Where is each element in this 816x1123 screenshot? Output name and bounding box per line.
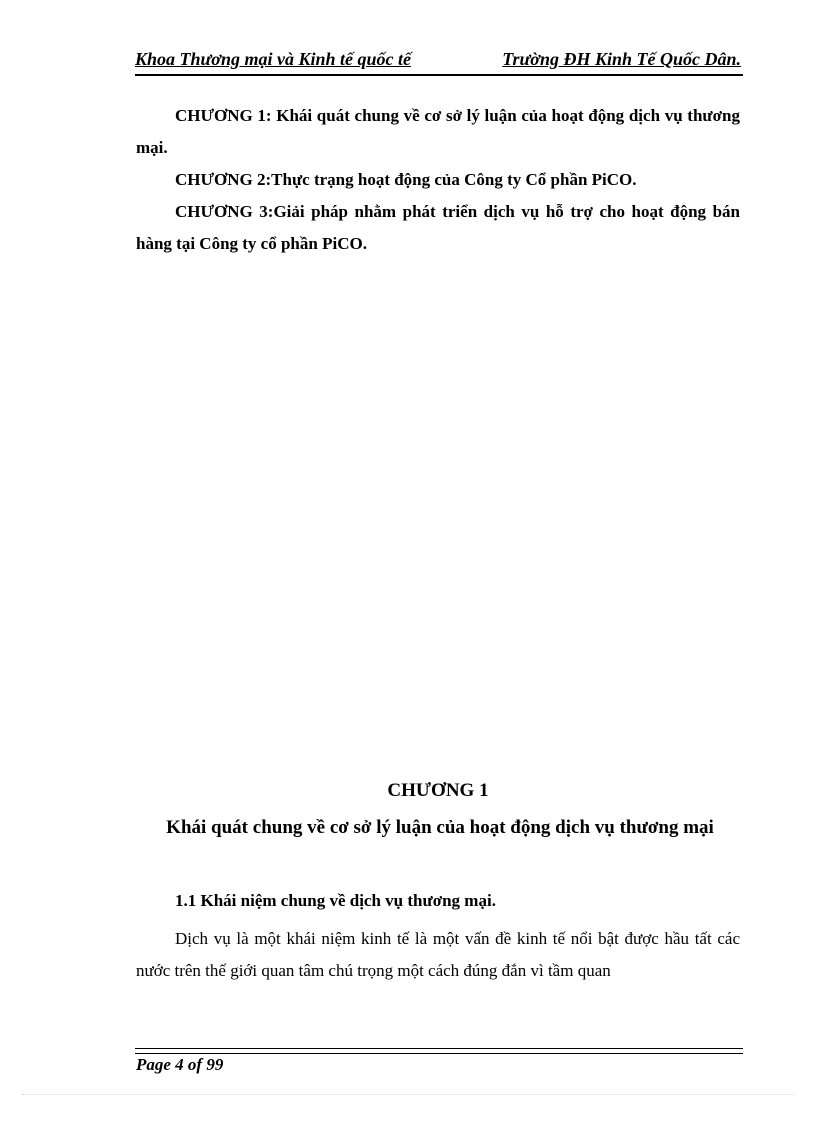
header-university: Trường ĐH Kinh Tế Quốc Dân. — [502, 49, 741, 69]
footer-divider — [135, 1048, 743, 1054]
page-header — [135, 48, 743, 76]
section-body-text: Dịch vụ là một khái niệm kinh tế là một vấn đề kinh tế nổi bật được hầu tất các nước trên thế giới quan tâm chú trọng một cách đúng đắn vì tầm quan — [136, 929, 740, 980]
chapter-subtitle: Khái quát chung về cơ sở lý luận của hoạt động dịch vụ thương mại — [166, 817, 714, 838]
outline-chapter-2: CHƯƠNG 2:Thực trạng hoạt động của Công ty Cổ phần PiCO. — [175, 170, 637, 189]
page-bottom-edge — [22, 1094, 794, 1095]
page-number: Page 4 of 99 — [136, 1055, 224, 1074]
outline-chapter-1: CHƯƠNG 1: Khái quát chung về cơ sở lý luận của hoạt động dịch vụ thương mại. — [136, 106, 740, 157]
header-faculty: Khoa Thương mại và Kinh tế quốc tế — [135, 49, 411, 69]
chapter-title: CHƯƠNG 1 — [387, 780, 489, 801]
outline-chapter-3: CHƯƠNG 3:Giải pháp nhằm phát triển dịch vụ hỗ trợ cho hoạt động bán hàng tại Công ty cổ phần PiCO. — [136, 202, 740, 253]
section-heading: 1.1 Khái niệm chung về dịch vụ thương mại. — [175, 891, 496, 910]
